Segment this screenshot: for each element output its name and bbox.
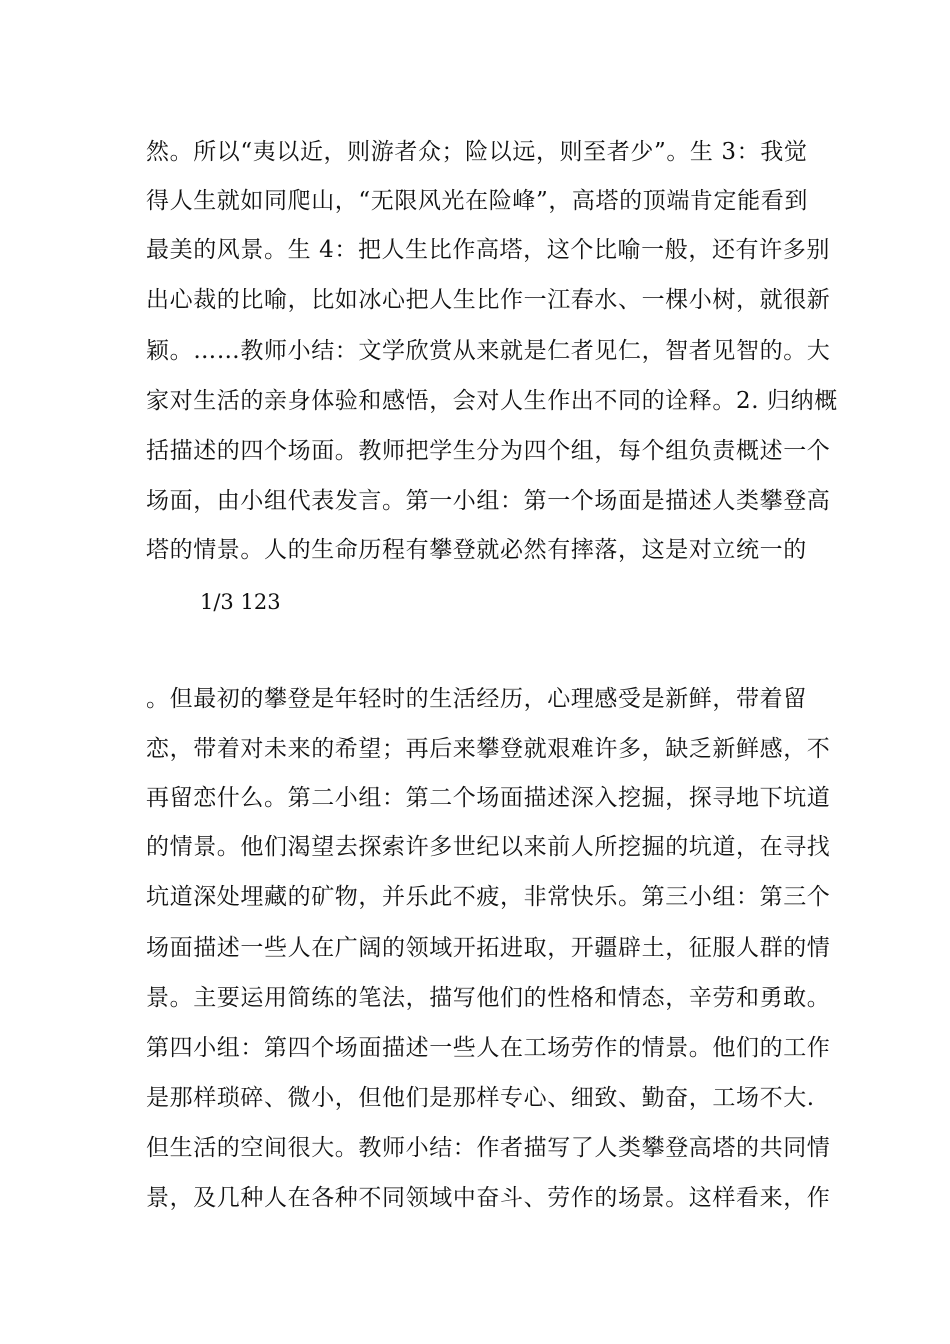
page-number: 1/3 123 [200, 590, 281, 614]
text-line: 恋，带着对未来的希望；再后来攀登就艰难许多，缺乏新鲜感，不 [146, 736, 831, 762]
text-line: 是那样琐碎、微小，但他们是那样专心、细致、勤奋，工场不大. [146, 1085, 815, 1111]
text-line: 但生活的空间很大。教师小结：作者描写了人类攀登高塔的共同情 [146, 1135, 831, 1161]
text-line: 然。所以“夷以近，则游者众；险以远，则至者少”。生 3：我觉 [146, 139, 808, 165]
text-line: 场面，由小组代表发言。第一小组：第一个场面是描述人类攀登高 [146, 488, 831, 514]
text-line: 第四小组：第四个场面描述一些人在工场劳作的情景。他们的工作 [146, 1035, 831, 1061]
text-line: 景，及几种人在各种不同领域中奋斗、劳作的场景。这样看来，作 [146, 1185, 831, 1211]
text-line: 景。主要运用简练的笔法，描写他们的性格和情态，辛劳和勇敢。 [146, 985, 831, 1011]
text-line: 最美的风景。生 4：把人生比作高塔，这个比喻一般，还有许多别 [146, 237, 830, 263]
text-line: 再留恋什么。第二小组：第二个场面描述深入挖掘，探寻地下坑道 [146, 785, 831, 811]
text-line: 坑道深处埋藏的矿物，并乐此不疲，非常快乐。第三小组：第三个 [146, 884, 831, 910]
text-line: 家对生活的亲身体验和感悟，会对人生作出不同的诠释。2. 归纳概 [146, 388, 838, 414]
text-line: 。但最初的攀登是年轻时的生活经历，心理感受是新鲜，带着留 [146, 686, 807, 712]
text-line: 出心裁的比喻，比如冰心把人生比作一江春水、一棵小树，就很新 [146, 287, 831, 313]
text-line: 颖。……教师小结：文学欣赏从来就是仁者见仁，智者见智的。大 [146, 338, 831, 364]
text-line: 括描述的四个场面。教师把学生分为四个组，每个组负责概述一个 [146, 438, 831, 464]
text-line: 得人生就如同爬山，“无限风光在险峰”，高塔的顶端肯定能看到 [146, 188, 808, 214]
text-line: 场面描述一些人在广阔的领域开拓进取，开疆辟土，征服人群的情 [146, 935, 831, 961]
text-line: 的情景。他们渴望去探索许多世纪以来前人所挖掘的坑道，在寻找 [146, 834, 831, 860]
text-line: 塔的情景。人的生命历程有攀登就必然有摔落，这是对立统一的 [146, 537, 807, 563]
